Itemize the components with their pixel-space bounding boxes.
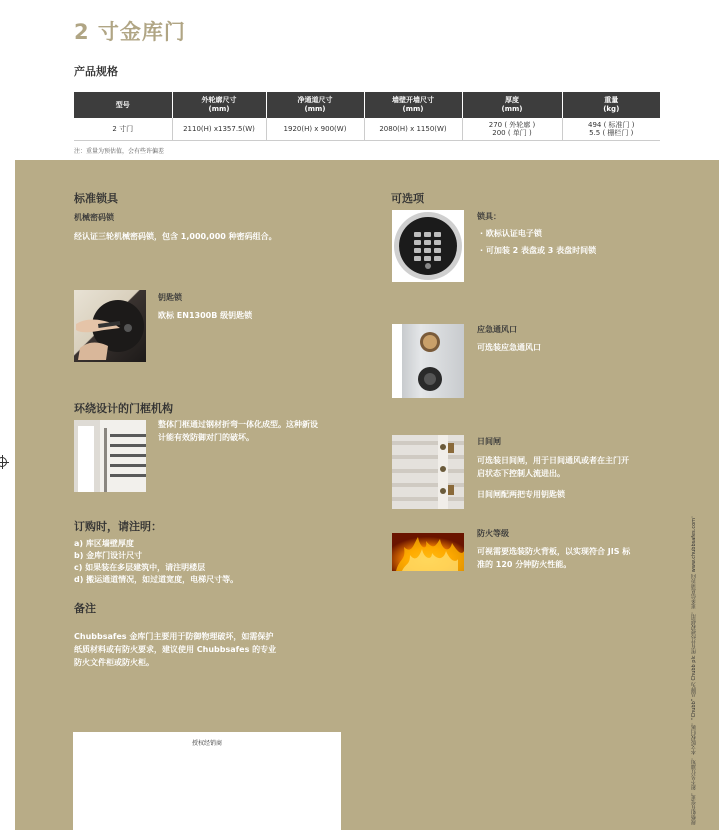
mech-lock-text: 经认证三轮机械密码锁，包含 1,000,000 种密码组合。 [74, 232, 277, 241]
spec-table [74, 92, 660, 141]
day-gate-text-2: 启状态下控制人流进出。 [477, 469, 565, 478]
side-legal-text: 规格如有变更，恕不另行通知。本文版权归属。“Chubb” 品牌为 Chubb plc 所有并经授权使用。更多信息请访问 www.chubbsafes.com。 [691, 512, 697, 825]
locks-subheading: 锁具： [477, 212, 501, 221]
remark-line-3: 防火文件柜或防火柜。 [74, 658, 154, 667]
spec-heading: 产品规格 [74, 65, 118, 78]
day-gate-text-3: 日间闸配两把专用钥匙锁 [477, 490, 565, 499]
frame-heading: 环绕设计的门框机构 [74, 402, 173, 415]
fire-subheading: 防火等级 [477, 529, 509, 538]
features-panel [15, 160, 719, 830]
key-lock-text: 欧标 EN1300B 级钥匙锁 [158, 311, 253, 320]
vent-illustration [392, 324, 464, 398]
col-wall: 墙壁开墙尺寸 (mm) [364, 92, 462, 118]
order-item-b: b) 金库门设计尺寸 [74, 551, 143, 560]
day-gate-photo [392, 435, 464, 509]
page-title: 2 寸金库门 [74, 20, 186, 44]
col-outer: 外轮廓尺寸 (mm) [172, 92, 266, 118]
fire-illustration [392, 533, 464, 571]
keypad-lock-illustration [392, 210, 464, 282]
order-item-d: d) 搬运通道情况，如过道宽度，电梯尺寸等。 [74, 575, 239, 584]
key-lock-subheading: 钥匙锁 [158, 293, 182, 302]
table-header-row [74, 92, 660, 118]
frame-text-1: 整体门框通过钢材折弯一体化成型。这种新设 [158, 420, 318, 429]
fire-text-2: 准的 120 分钟防火性能。 [477, 560, 572, 569]
vent-photo [392, 324, 464, 398]
dealer-label: 授权经销商 [191, 740, 222, 747]
remark-line-1: Chubbsafes 金库门主要用于防御物理破坏，如需保护 [74, 632, 274, 641]
day-gate-illustration [392, 435, 464, 509]
cell-weight: 494 ( 标准门 ) 5.5 ( 栅栏门 ) [588, 120, 635, 137]
order-heading: 订购时，请注明： [74, 520, 162, 533]
remark-line-2: 纸质材料或有防火要求，建议使用 Chubbsafes 的专业 [74, 645, 277, 654]
cell-outer: 2110(H) x1357.5(W) [172, 118, 266, 140]
frame-text-2: 计能有效防御对门的破坏。 [158, 433, 254, 442]
col-weight: 重量 (kg) [562, 92, 660, 118]
fire-text-1: 可视需要选装防火背板，以实现符合 JIS 标 [477, 547, 631, 556]
door-frame-photo [74, 420, 146, 492]
electronic-lock-photo [392, 210, 464, 282]
cell-wall: 2080(H) x 1150(W) [364, 118, 462, 140]
cell-model: 2 寸门 [74, 118, 172, 140]
key-lock-illustration [74, 290, 146, 362]
options-heading: 可选项 [391, 192, 424, 205]
mech-lock-subheading: 机械密码锁 [74, 213, 114, 222]
remark-heading: 备注 [74, 602, 96, 615]
cell-thickness: 270 ( 外轮廓 ) 200 ( 单门 ) [462, 118, 562, 140]
key-lock-photo [74, 290, 146, 362]
fire-rating-photo [392, 533, 464, 571]
vent-subheading: 应急通风口 [477, 325, 517, 334]
order-item-c: c) 如果装在多层建筑中，请注明楼层 [74, 563, 206, 572]
table-row [74, 118, 660, 140]
registration-mark-left [0, 455, 9, 469]
door-frame-illustration [74, 420, 146, 492]
day-gate-text-1: 可选装日间闸，用于日间通风或者在主门开 [477, 456, 629, 465]
std-lock-heading: 标准锁具 [74, 192, 118, 205]
col-model: 型号 [74, 92, 172, 118]
locks-item-1: · 欧标认证电子锁 [480, 229, 542, 238]
cell-clear: 1920(H) x 900(W) [266, 118, 364, 140]
vent-text: 可选装应急通风口 [477, 343, 541, 352]
authorized-dealer-box [73, 732, 341, 830]
locks-item-2: · 可加装 2 表盘或 3 表盘时间锁 [480, 246, 597, 255]
col-clear: 净通道尺寸 (mm) [266, 92, 364, 118]
weight-note: 注：重量为预估值，会有些许偏差 [74, 148, 165, 155]
order-item-a: a) 库区墙壁厚度 [74, 539, 134, 548]
col-thickness: 厚度 (mm) [462, 92, 562, 118]
day-gate-subheading: 日间闸 [477, 437, 501, 446]
